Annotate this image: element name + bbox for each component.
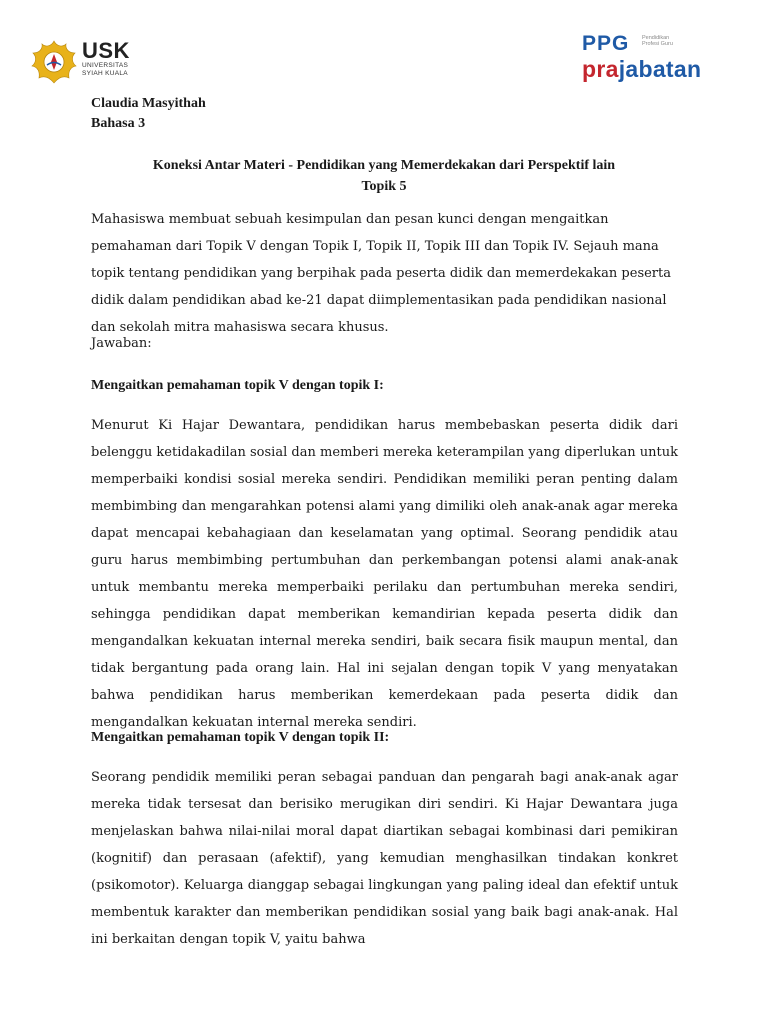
prajabatan-text [582,56,701,83]
author-class: Bahasa 3 [91,116,146,131]
section-heading-topik1: Mengaitkan pemahaman topik V dengan topik I: [91,378,384,393]
document-title [80,155,688,197]
author-block [91,94,206,134]
usk-name: USK [82,38,130,63]
prajabatan-jabatan: jabatan [618,56,702,82]
section-body-topik2: Seorang pendidik memiliki peran sebagai panduan dan pengarah bagi anak-anak agar mereka tidak tersesat dan berisiko merugikan diri sendiri. Ki Hajar Dewantara juga menjelaskan bahwa nilai-nilai moral dapat diartikan sebagai kombinasi dari pemikiran (kognitif) dan perasaan (afektif), yang kemudian menghasilkan tindakan konkret (psikomotor). Keluarga dianggap sebagai lingkungan yang paling ideal dan efektif untuk membentuk karakter dan memberikan pendidikan sosial yang baik bagi anak-anak. Hal ini berkaitan dengan topik V, yaitu bahwa [91,770,678,947]
ppg-prajabatan-logo [582,32,722,92]
usk-sub-line1: UNIVERSITAS [82,62,129,69]
jawaban-label: Jawaban: [91,336,152,351]
prajabatan-pra: pra [582,56,619,82]
intro-paragraph: Mahasiswa membuat sebuah kesimpulan dan pesan kunci dengan mengaitkan pemahaman dari Topik V dengan Topik I, Topik II, Topik III dan Topik IV. Sejauh mana topik tentang pendidikan yang berpihak pada peserta didik dan memerdekakan peserta didik dalam pendidikan abad ke-21 dapat diimplementasikan pada pendidikan nasional dan sekolah mitra mahasiswa secara khusus. [91,212,671,335]
title-line1: Koneksi Antar Materi - Pendidikan yang Memerdekakan dari Perspektif lain [152,158,616,173]
section-body-topik1: Menurut Ki Hajar Dewantara, pendidikan harus membebaskan peserta didik dari belenggu ketidakadilan sosial dan memberi mereka keterampilan yang diperlukan untuk memperbaiki kondisi sosial mereka sendiri. Pendidikan memiliki peran penting dalam membimbing dan mengarahkan potensi alami yang dimiliki oleh anak-anak agar mereka dapat mencapai kebahagiaan dan keselamatan yang optimal. Seorang pendidik atau guru harus membimbing pertumbuhan dan perkembangan potensi alami anak-anak untuk membantu mereka memperbaiki perilaku dan pertumbuhan mereka sendiri, sehingga pendidikan dapat memberikan kemandirian kepada peserta didik dan mengandalkan kekuatan internal mereka sendiri, baik secara fisik maupun mental, dan tidak bergantung pada orang lain. Hal ini sejalan dengan topik V yang menyatakan bahwa pendidikan harus memberikan kemerdekaan pada peserta didik dan mengandalkan kekuatan internal mereka sendiri. [91,418,678,730]
section-heading-topik2: Mengaitkan pemahaman topik V dengan topik II: [91,730,390,745]
usk-logo [30,38,200,88]
ppg-text: PPG [582,32,630,55]
usk-sub-line2: SYIAH KUALA [82,70,128,77]
usk-emblem-icon [30,38,78,86]
ppg-small-text: Pendidikan Profesi Guru [642,35,673,47]
author-name: Claudia Masyithah [91,96,206,111]
title-line2: Topik 5 [361,179,407,194]
